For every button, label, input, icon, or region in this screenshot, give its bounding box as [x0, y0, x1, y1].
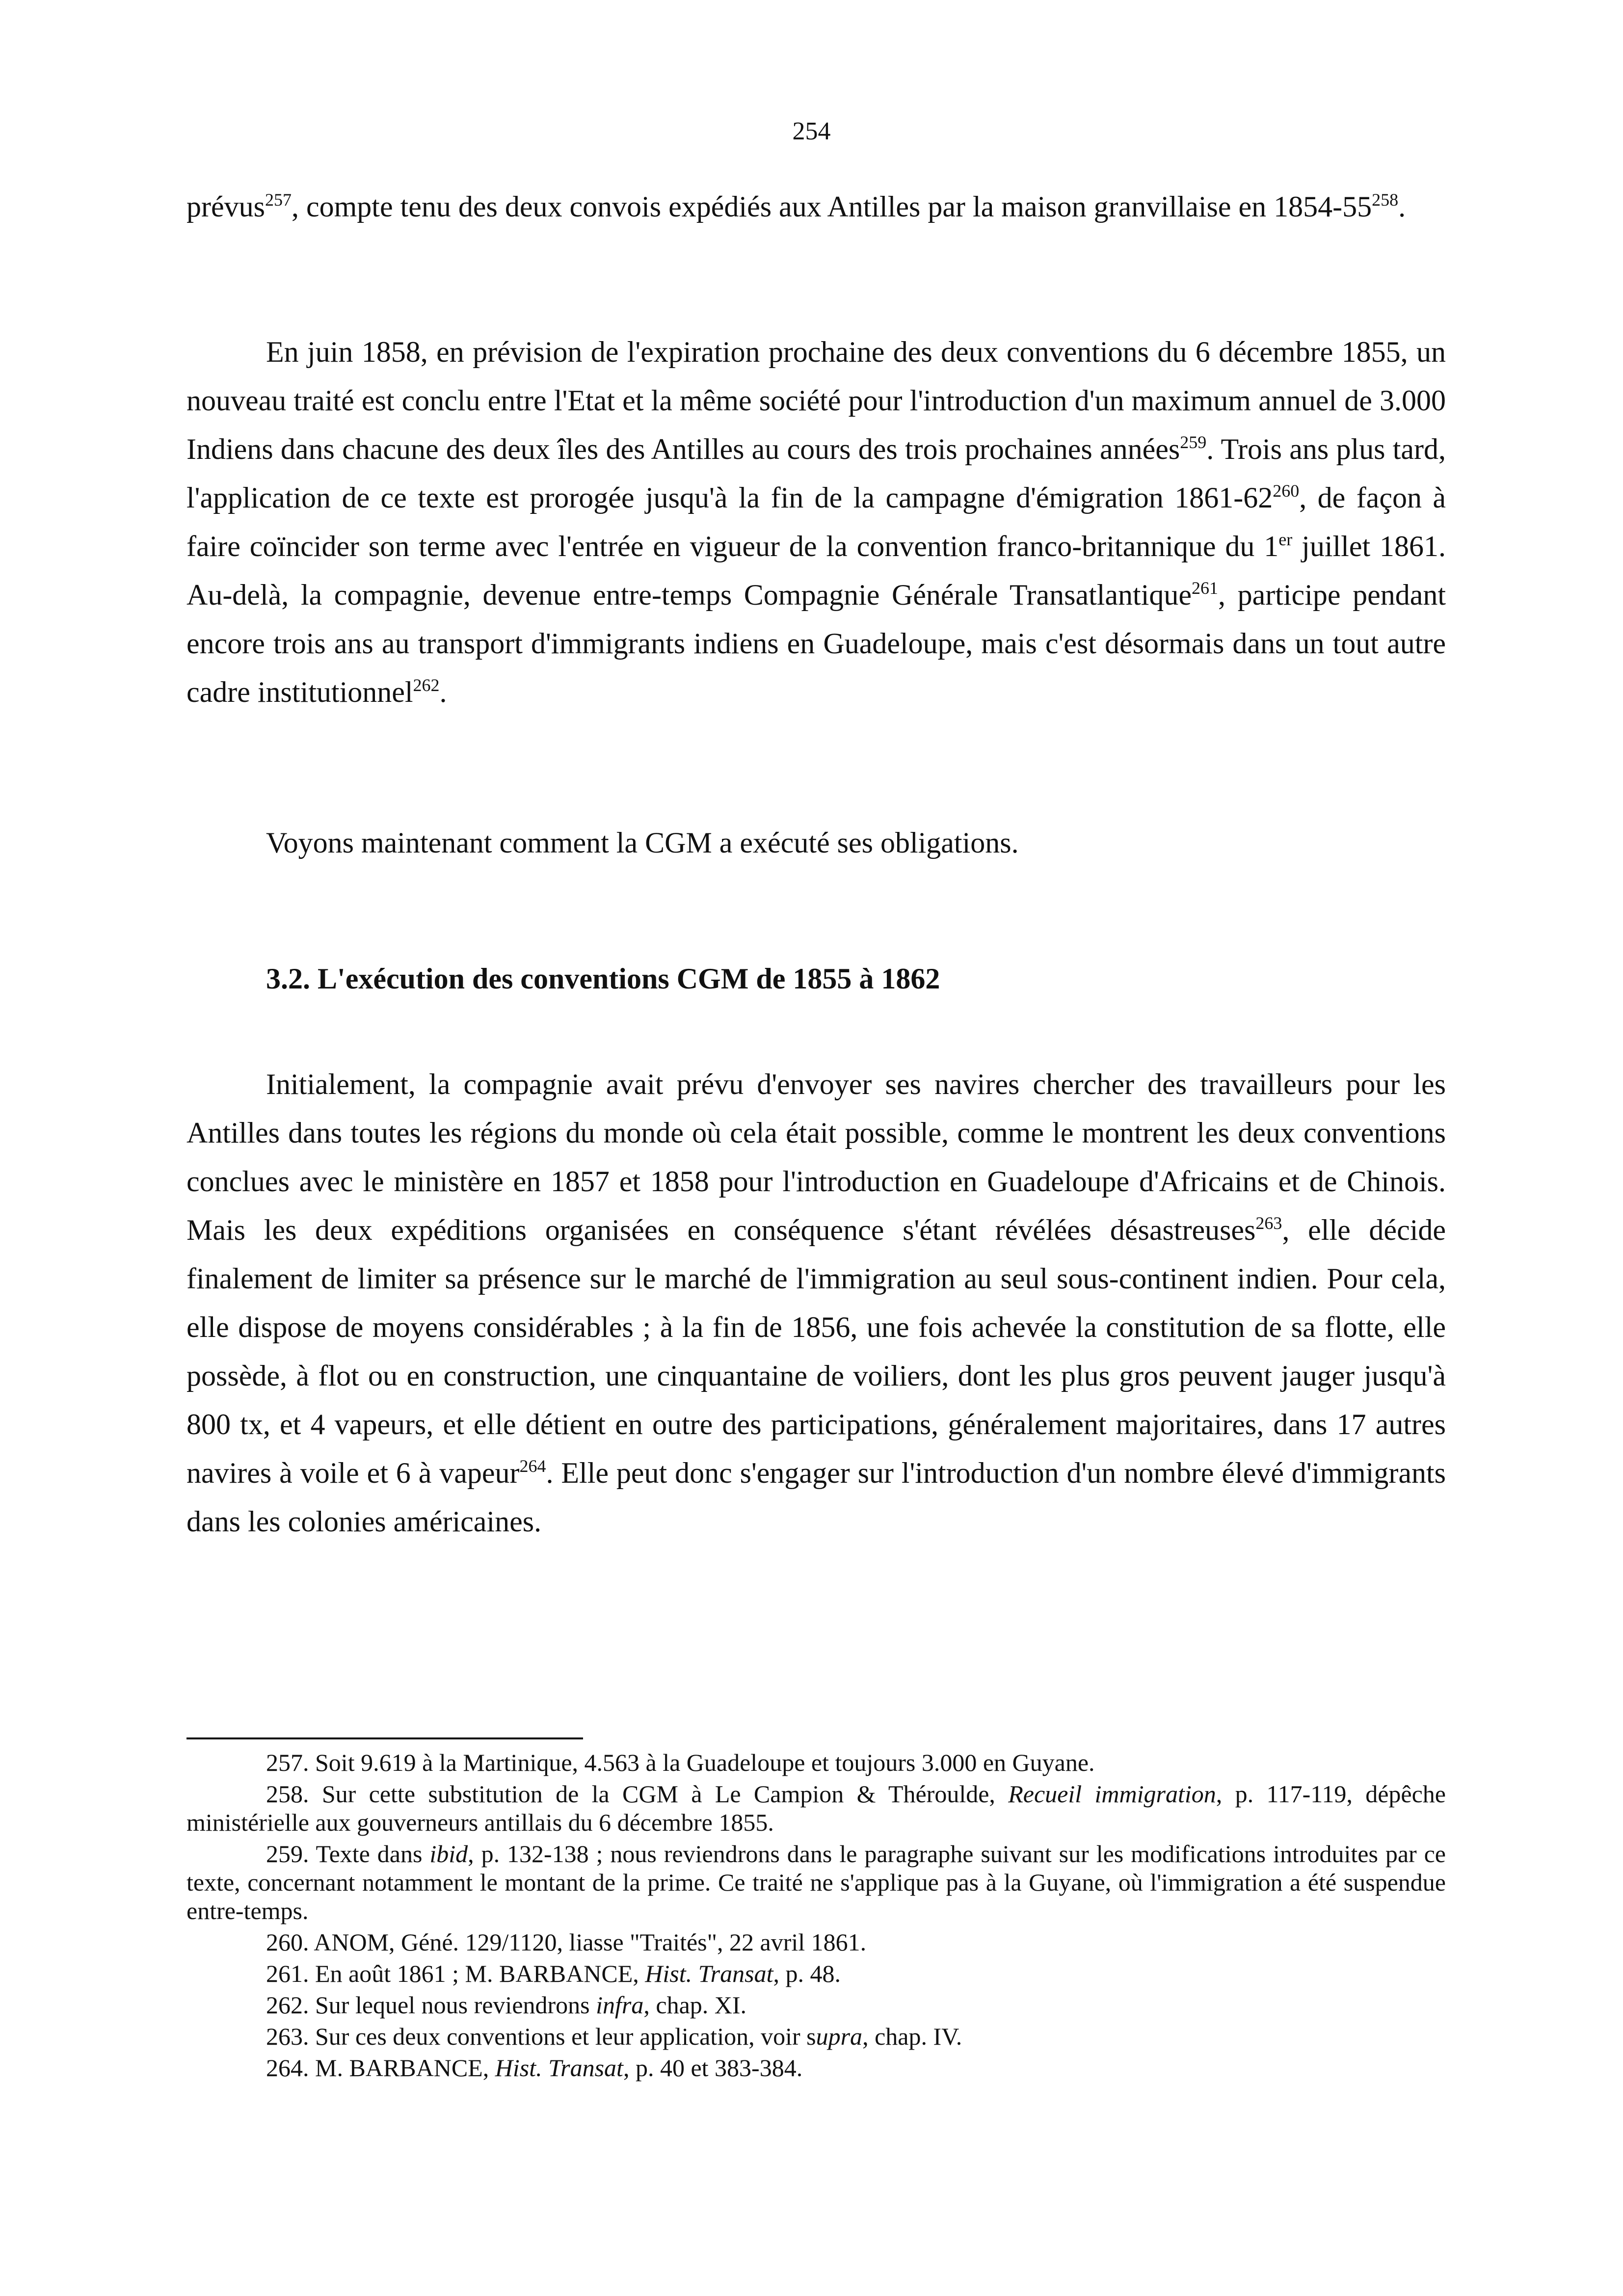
text: Initialement, la compagnie avait prévu d'envoyer ses navires chercher des travailleurs pour les Antilles dans toutes les régions du monde où cela était possible, comme le montrent les deux conventions conclues avec le ministère en 1857 et 1858 pour l'introduction en Guadeloupe d'Africains et de Chinois. Mais les deux expéditions organisées en conséquence s'étant révélées désastreuses: [186, 1068, 1446, 1246]
footnote-258: [186, 1780, 1446, 1837]
text: .: [1398, 190, 1406, 223]
footnote-text: 259. Texte dans: [266, 1840, 430, 1868]
footnote-text: 261. En août 1861 ; M. BARBANCE,: [266, 1960, 645, 1987]
footnote-italic: Recueil immigration: [1008, 1780, 1216, 1808]
text: , de façon à faire coïncider son terme avec l'entrée en vigueur de la convention franco-britannique du 1: [186, 481, 1446, 562]
text: Voyons maintenant comment la CGM a exécuté ses obligations.: [266, 827, 1019, 859]
text: . Trois ans plus tard, l'application de ce texte est prorogée jusqu'à la fin de la campagne d'émigration 1861-62: [186, 433, 1446, 514]
footnote-text: , chap. XI.: [643, 1991, 747, 2019]
footnote-italic: infra: [596, 1991, 644, 2019]
text: prévus: [186, 190, 265, 223]
footnote-text: 264. M. BARBANCE,: [266, 2054, 495, 2082]
page-number: 254: [792, 117, 831, 145]
paragraph-transition: [186, 819, 1446, 867]
footnote-259: [186, 1840, 1446, 1925]
footnote-260: [186, 1928, 1446, 1956]
footnote-ref-258[interactable]: 258: [1372, 190, 1399, 210]
footnote-264: [186, 2054, 1446, 2082]
text: juillet 1861. Au-delà, la compagnie, devenue entre-temps Compagnie Générale Transatlantique: [186, 530, 1446, 611]
footnote-ref-261[interactable]: 261: [1192, 578, 1219, 598]
footnote-text: 258. Sur cette substitution de la CGM à Le Campion & Théroulde,: [266, 1780, 1009, 1808]
footnote-separator: [186, 1737, 583, 1739]
footnote-italic: upra: [816, 2023, 863, 2050]
footnote-ref-263[interactable]: 263: [1255, 1213, 1282, 1233]
footnote-ref-260[interactable]: 260: [1273, 481, 1300, 501]
footnote-ref-262[interactable]: 262: [413, 675, 440, 695]
text: , participe pendant encore trois ans au transport d'immigrants indiens en Guadeloupe, mais c'est désormais dans un tout autre cadre institutionnel: [186, 579, 1446, 708]
text: , compte tenu des deux convois expédiés aux Antilles par la maison granvillaise en 1854-55: [291, 190, 1372, 223]
footnote-text: , p. 132-138 ; nous reviendrons dans le paragraphe suivant sur les modifications introduites par ce texte, concernant notamment le montant de la prime. Ce traité ne s'applique pas à la Guyane, où l'immigration a été suspendue entre-temps.: [186, 1840, 1446, 1924]
footnote-text: 262. Sur lequel nous reviendrons: [266, 1991, 596, 2019]
footnote-263: [186, 2022, 1446, 2051]
footnote-262: [186, 1991, 1446, 2019]
footnote-ref-257[interactable]: 257: [265, 190, 292, 210]
paragraph-execution: [186, 1060, 1446, 1546]
footnote-text: 263. Sur ces deux conventions et leur application, voir s: [266, 2023, 816, 2050]
text: .: [439, 676, 447, 708]
section-heading: 3.2. L'exécution des conventions CGM de 1855 à 1862: [266, 962, 940, 995]
footnote-text: 257. Soit 9.619 à la Martinique, 4.563 à la Guadeloupe et toujours 3.000 en Guyane.: [266, 1749, 1095, 1776]
paragraph-treaty-1858: [186, 328, 1446, 717]
footnote-italic: Hist. Transat: [495, 2054, 623, 2082]
footnote-261: [186, 1959, 1446, 1988]
footnote-italic: ibid: [429, 1840, 468, 1868]
ordinal-superscript: er: [1278, 530, 1293, 549]
paragraph-continuation: [186, 183, 1446, 231]
footnote-text: , p. 117-119, dépêche ministérielle aux gouverneurs antillais du 6 décembre 1855.: [186, 1780, 1446, 1836]
footnote-italic: Hist. Transat: [645, 1960, 773, 1987]
footnote-text: 260. ANOM, Géné. 129/1120, liasse "Traités", 22 avril 1861.: [266, 1928, 867, 1956]
footnote-text: , p. 40 et 383-384.: [623, 2054, 803, 2082]
text: . Elle peut donc s'engager sur l'introduction d'un nombre élevé d'immigrants dans les colonies américaines.: [186, 1457, 1446, 1538]
text: En juin 1858, en prévision de l'expiration prochaine des deux conventions du 6 décembre 1855, un nouveau traité est conclu entre l'Etat et la même société pour l'introduction d'un maximum annuel de 3.000 Indiens dans chacune des deux îles des Antilles au cours des trois prochaines années: [186, 336, 1446, 465]
footnotes: [186, 1748, 1446, 2085]
footnote-ref-259[interactable]: 259: [1180, 432, 1207, 452]
footnote-text: , p. 48.: [773, 1960, 841, 1987]
footnote-257: [186, 1748, 1446, 1777]
text: , elle décide finalement de limiter sa présence sur le marché de l'immigration au seul sous-continent indien. Pour cela, elle dispose de moyens considérables ; à la fin de 1856, une fois achevée la constitution de sa flotte, elle possède, à flot ou en construction, une cinquantaine de voiliers, dont les plus gros peuvent jauger jusqu'à 800 tx, et 4 vapeurs, et elle détient en outre des participations, généralement majoritaires, dans 17 autres navires à voile et 6 à vapeur: [186, 1214, 1446, 1489]
footnote-text: , chap. IV.: [862, 2023, 962, 2050]
footnote-ref-264[interactable]: 264: [519, 1456, 546, 1476]
